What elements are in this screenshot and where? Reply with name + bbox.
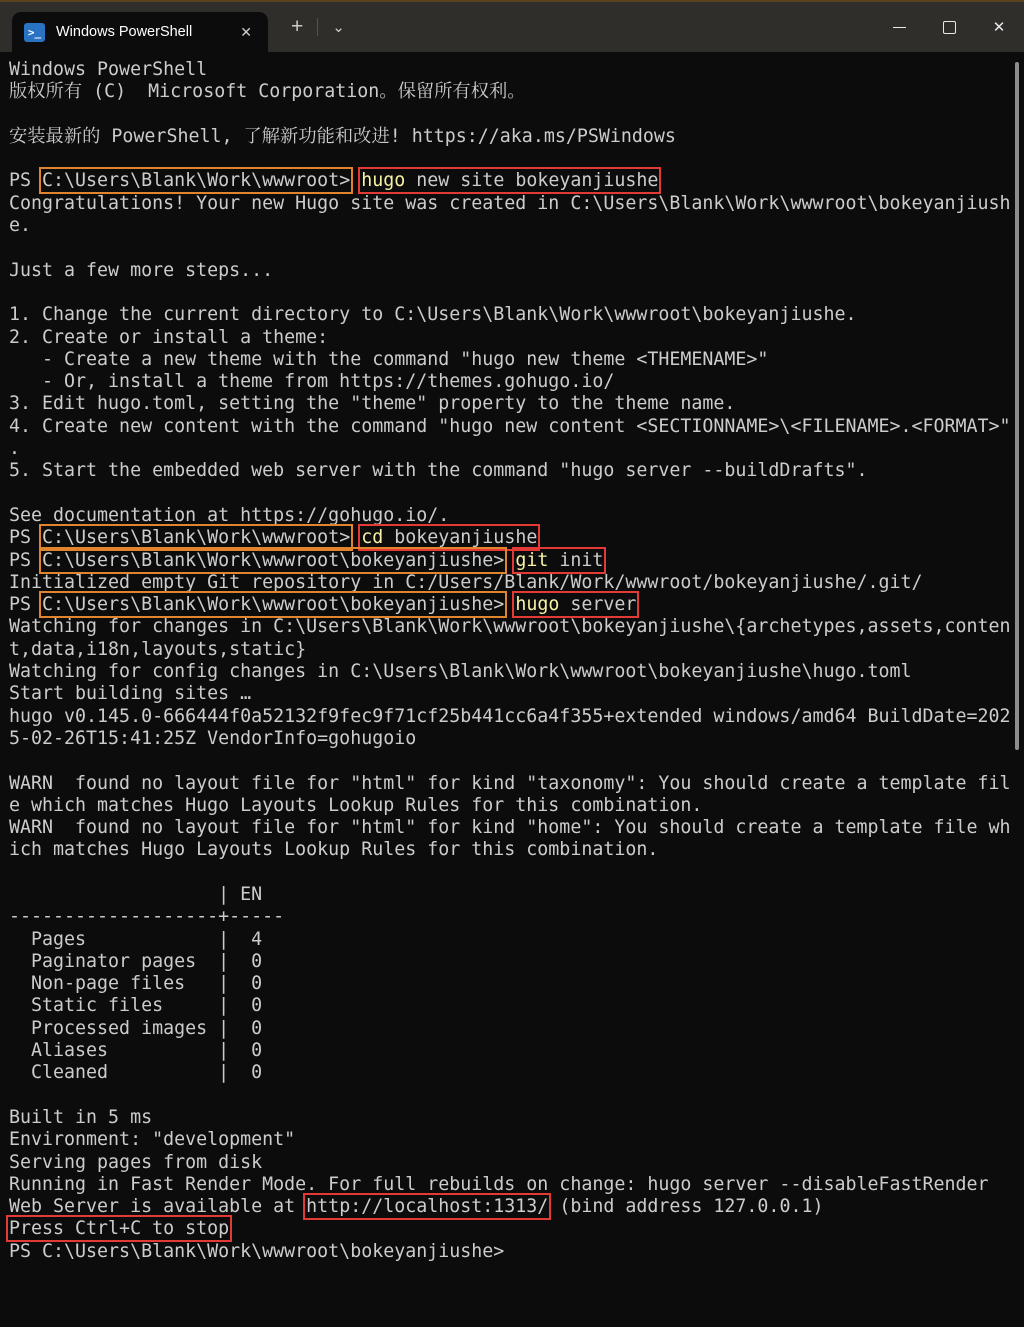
orange-highlight-box [42,527,350,548]
terminal-text: ich matches Hugo Layouts Lookup Rules for this combination. [9,839,659,861]
terminal-text [504,594,515,615]
maximize-button[interactable] [924,2,974,52]
terminal-text: Pages | 4 [9,928,285,950]
new-tab-button[interactable]: + [291,15,304,38]
terminal-line [9,1218,1024,1240]
terminal-line [9,1085,1024,1107]
terminal-text: WARN found no layout file for "html" for kind "taxonomy": You should create a template fil [9,772,1011,794]
terminal-output[interactable] [0,54,1024,1327]
terminal-text: 安装最新的 PowerShell, 了解新功能和改进! https://aka.ms/PSWindows [9,125,676,147]
terminal-text: Web Server is available at [9,1196,307,1218]
powershell-icon: >_ [24,23,45,42]
terminal-line [9,728,1024,750]
terminal-line [9,304,1024,326]
terminal-text: 4. Create new content with the command "hugo new content <SECTIONNAME>\<FILENAME>.<FORMAT>" [9,415,1011,437]
terminal-line [9,572,1024,594]
terminal-line [9,260,1024,282]
terminal-text: 5. Start the embedded web server with the command "hugo server --buildDrafts". [9,460,868,482]
red-highlight-box [361,527,537,548]
terminal-line [9,393,1024,415]
terminal-text: PS [9,170,43,192]
terminal-text: Processed images | 0 [9,1017,285,1039]
terminal-line [9,81,1024,103]
terminal-text: 版权所有 (C) Microsoft Corporation。保留所有权利。 [9,81,526,103]
window-controls [874,2,1024,52]
terminal-text: -------------------+----- [9,906,285,928]
terminal-line [9,550,1024,572]
terminal-text: Windows PowerShell [9,59,208,80]
terminal-text: hugo v0.145.0-666444f0a52132f9fec9f71cf25b441cc6a4f355+extended windows/amd64 BuildDate=202 [9,705,1011,727]
terminal-text: hugo [515,594,560,616]
terminal-text: 2. Create or install a theme: [9,326,329,348]
terminal-text: . [9,438,21,460]
terminal-line [9,616,1024,638]
chevron-down-icon[interactable]: ⌄ [332,19,345,36]
terminal-text: C:\Users\Blank\Work\wwwroot> [42,527,351,549]
terminal-text: - Or, install a theme from https://themes.gohugo.io/ [9,371,615,393]
terminal-line [9,1196,1024,1218]
terminal-text: C:\Users\Blank\Work\wwwroot\bokeyanjiushe> [42,549,505,571]
terminal-text: (bind address 127.0.0.1) [548,1196,824,1218]
terminal-line [9,706,1024,728]
terminal-line [9,683,1024,705]
terminal-line [9,193,1024,215]
terminal-line [9,1040,1024,1062]
terminal-text: Press Ctrl+C to stop [9,1218,230,1240]
terminal-line [9,327,1024,349]
terminal-line [9,594,1024,616]
tab-close-icon[interactable]: ✕ [240,23,252,40]
terminal-text: init [548,549,604,571]
terminal-line [9,59,1024,81]
terminal-text: Serving pages from disk [9,1151,263,1173]
terminal-line [9,170,1024,192]
orange-highlight-box [42,594,504,615]
minimize-button[interactable] [874,2,924,52]
tab-title: Windows PowerShell [56,24,193,40]
terminal-line [9,282,1024,304]
terminal-text: Built in 5 ms [9,1106,153,1128]
maximize-icon [943,21,956,34]
terminal-line [9,906,1024,928]
close-button[interactable] [974,2,1024,52]
terminal-line [9,148,1024,170]
terminal-line [9,1062,1024,1084]
terminal-text: hugo [361,170,406,192]
terminal-line [9,817,1024,839]
terminal-line [9,750,1024,772]
terminal-line [9,884,1024,906]
terminal-text: e. [9,215,32,237]
terminal-line [9,1018,1024,1040]
red-highlight-box [306,1196,548,1217]
terminal-text [350,527,361,548]
terminal-line [9,839,1024,861]
orange-highlight-box [42,550,504,571]
terminal-text: Just a few more steps... [9,259,274,281]
terminal-text: new site bokeyanjiushe [405,170,659,192]
terminal-text: 3. Edit hugo.toml, setting the "theme" property to the theme name. [9,393,736,415]
terminal-text [350,170,361,191]
terminal-line [9,773,1024,795]
terminal-text: Watching for changes in C:\Users\Blank\Work\wwwroot\bokeyanjiushe\{archetypes,assets,conten [9,616,1011,638]
terminal-line [9,237,1024,259]
terminal-text: 1. Change the current directory to C:\Users\Blank\Work\wwwroot\bokeyanjiushe. [9,304,857,326]
terminal-text: Start building sites … [9,683,252,705]
terminal-line [9,639,1024,661]
terminal-text: Aliases | 0 [9,1040,285,1062]
terminal-text: Static files | 0 [9,995,285,1017]
terminal-text: t,data,i18n,layouts,static} [9,638,307,660]
terminal-line [9,973,1024,995]
terminal-line [9,505,1024,527]
terminal-text: server [559,594,637,616]
terminal-line [9,1107,1024,1129]
terminal-line [9,1241,1024,1263]
close-icon: ✕ [992,19,1006,36]
red-highlight-box [9,1218,229,1239]
terminal-text: Environment: "development" [9,1129,296,1151]
terminal-line [9,1129,1024,1151]
terminal-line [9,1174,1024,1196]
terminal-line [9,371,1024,393]
terminal-line [9,416,1024,438]
terminal-text: Congratulations! Your new Hugo site was created in C:\Users\Blank\Work\wwwroot\bokeyanjiush [9,192,1011,214]
terminal-line [9,215,1024,237]
terminal-text: PS C:\Users\Blank\Work\wwwroot\bokeyanjiushe> [9,1240,505,1262]
terminal-text: e which matches Hugo Layouts Lookup Rules for this combination. [9,794,703,816]
terminal-text: cd [361,527,384,549]
terminal-text: C:\Users\Blank\Work\wwwroot> [42,170,351,192]
terminal-text: PS [9,549,43,571]
terminal-text: PS [9,527,43,549]
terminal-text: | EN [9,883,285,905]
terminal-line [9,661,1024,683]
terminal-text: C:\Users\Blank\Work\wwwroot\bokeyanjiushe> [42,594,505,616]
terminal-text: Watching for config changes in C:\Users\Blank\Work\wwwroot\bokeyanjiushe\hugo.toml [9,661,912,683]
orange-highlight-box [42,170,350,191]
terminal-line [9,1152,1024,1174]
tab-windows-powershell[interactable] [12,12,268,52]
terminal-line [9,995,1024,1017]
terminal-text: http://localhost:1313/ [306,1196,549,1218]
terminal-line [9,483,1024,505]
terminal-line [9,795,1024,817]
terminal-text: Running in Fast Render Mode. For full rebuilds on change: hugo server --disableFastRender [9,1173,989,1195]
terminal-text: bokeyanjiushe [383,527,538,549]
terminal-text: git [515,549,549,571]
terminal-text: Cleaned | 0 [9,1062,285,1084]
terminal-text: 5-02-26T15:41:25Z VendorInfo=gohugoio [9,727,417,749]
titlebar-divider [317,18,318,36]
red-highlight-box [515,594,636,615]
terminal-line [9,862,1024,884]
terminal-line [9,527,1024,549]
terminal-text: WARN found no layout file for "html" for kind "home": You should create a template file wh [9,817,1011,839]
terminal-line [9,104,1024,126]
red-highlight-box [515,550,603,571]
titlebar[interactable] [0,2,1024,52]
terminal-text [504,550,515,571]
terminal-text: See documentation at https://gohugo.io/. [9,504,450,526]
terminal-line [9,438,1024,460]
terminal-line [9,349,1024,371]
scrollbar-thumb[interactable] [1015,62,1019,750]
terminal-text: Initialized empty Git repository in C:/Users/Blank/Work/wwwroot/bokeyanjiushe/.git/ [9,571,923,593]
minimize-icon [893,27,906,28]
terminal-line [9,929,1024,951]
terminal-line [9,951,1024,973]
terminal-text: Paginator pages | 0 [9,950,285,972]
terminal-line [9,460,1024,482]
red-highlight-box [361,170,658,191]
terminal-text: PS [9,594,43,616]
terminal-text: - Create a new theme with the command "hugo new theme <THEMENAME>" [9,348,769,370]
terminal-line [9,126,1024,148]
terminal-text: Non-page files | 0 [9,973,285,995]
